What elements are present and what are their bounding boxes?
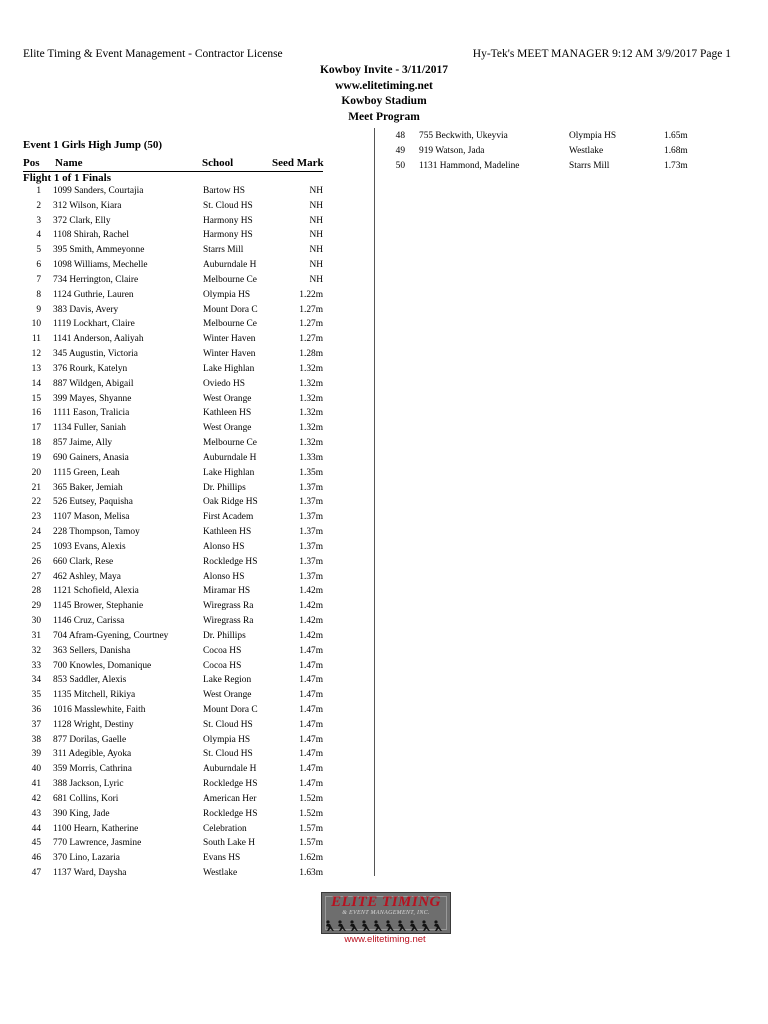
entry-school: Mount Dora C xyxy=(203,304,258,315)
entry-position: 19 xyxy=(31,452,41,463)
entry-seed-mark: 1.27m xyxy=(299,334,323,345)
entry-athlete: 1098 Williams, Mechelle xyxy=(53,260,148,271)
entry-position: 36 xyxy=(31,704,41,715)
entry-school: Wiregrass Ra xyxy=(203,616,254,627)
entry-athlete: 359 Morris, Cathrina xyxy=(53,764,132,775)
entry-seed-mark: 1.62m xyxy=(299,853,323,864)
entry-position: 47 xyxy=(31,868,41,879)
entry-seed-mark: 1.27m xyxy=(299,319,323,330)
entry-position: 49 xyxy=(395,145,405,156)
logo-title: ELITE TIMING xyxy=(331,894,441,910)
entry-school: Miramar HS xyxy=(203,586,251,597)
entry-school: West Orange xyxy=(203,690,252,701)
entry-position: 25 xyxy=(31,541,41,552)
entry-athlete: 1135 Mitchell, Rikiya xyxy=(53,690,136,701)
entry-position: 44 xyxy=(31,823,41,834)
entry-athlete: 690 Gainers, Anasia xyxy=(53,452,129,463)
entry-seed-mark: 1.32m xyxy=(299,363,323,374)
entry-position: 31 xyxy=(31,630,41,641)
entry-athlete: 877 Dorilas, Gaelle xyxy=(53,734,127,745)
entry-seed-mark: 1.28m xyxy=(299,349,323,360)
entry-school: Starrs Mill xyxy=(569,160,610,171)
entry-athlete: 399 Mayes, Shyanne xyxy=(53,393,132,404)
entry-athlete: 1099 Sanders, Courtajia xyxy=(53,186,144,196)
entry-position: 18 xyxy=(31,438,41,449)
entry-position: 22 xyxy=(31,497,41,508)
entry-school: Dr. Phillips xyxy=(203,482,246,493)
entry-athlete: 526 Eutsey, Paquisha xyxy=(53,497,133,508)
entry-position: 40 xyxy=(31,764,41,775)
entry-athlete: 383 Davis, Avery xyxy=(53,304,119,315)
entry-seed-mark: 1.63m xyxy=(299,868,323,879)
entry-seed-mark: 1.47m xyxy=(299,734,323,745)
entry-seed-mark: 1.57m xyxy=(299,838,323,849)
entry-school: Lake Highlan xyxy=(203,467,255,478)
entry-position: 23 xyxy=(31,512,41,523)
entry-athlete: 660 Clark, Rese xyxy=(53,556,114,567)
entry-athlete: 1141 Anderson, Aaliyah xyxy=(53,334,144,345)
entry-seed-mark: NH xyxy=(309,230,323,241)
entry-position: 33 xyxy=(31,660,41,671)
entry-athlete: 681 Collins, Kori xyxy=(53,793,119,804)
entry-seed-mark: 1.68m xyxy=(664,145,688,156)
header-license: Elite Timing & Event Management - Contractor License xyxy=(23,48,283,60)
entry-seed-mark: NH xyxy=(309,200,323,211)
entry-seed-mark: 1.42m xyxy=(299,601,323,612)
entry-athlete: 1115 Green, Leah xyxy=(53,467,120,478)
entry-athlete: 1131 Hammond, Madeline xyxy=(419,160,520,171)
entry-athlete: 755 Beckwith, Ukeyvia xyxy=(419,131,508,141)
entry-seed-mark: 1.42m xyxy=(299,630,323,641)
entry-school: First Academ xyxy=(203,512,254,523)
entry-seed-mark: 1.32m xyxy=(299,423,323,434)
entry-position: 15 xyxy=(31,393,41,404)
entry-position: 13 xyxy=(31,363,41,374)
entry-school: Oviedo HS xyxy=(203,378,245,389)
entry-seed-mark: 1.33m xyxy=(299,452,323,463)
entry-school: Rockledge HS xyxy=(203,779,258,790)
entry-school: Melbourne Ce xyxy=(203,319,257,330)
entry-school: Wiregrass Ra xyxy=(203,601,254,612)
entry-school: Olympia HS xyxy=(203,289,251,300)
entry-seed-mark: 1.52m xyxy=(299,808,323,819)
entry-seed-mark: 1.47m xyxy=(299,675,323,686)
entry-athlete: 1121 Schofield, Alexia xyxy=(53,586,139,597)
entry-position: 20 xyxy=(31,467,41,478)
entry-school: St. Cloud HS xyxy=(203,749,253,760)
entry-athlete: 1119 Lockhart, Claire xyxy=(53,319,135,330)
entry-school: Mount Dora C xyxy=(203,704,258,715)
entry-seed-mark: NH xyxy=(309,274,323,285)
meet-program-label: Meet Program xyxy=(348,110,420,123)
entry-seed-mark: 1.37m xyxy=(299,482,323,493)
entry-athlete: 388 Jackson, Lyric xyxy=(53,779,124,790)
entry-athlete: 1124 Guthrie, Lauren xyxy=(53,289,134,300)
meet-venue: Kowboy Stadium xyxy=(341,95,427,107)
entry-athlete: 1146 Cruz, Carissa xyxy=(53,616,125,627)
entry-school: West Orange xyxy=(203,393,252,404)
entry-athlete: 700 Knowles, Domanique xyxy=(53,660,152,671)
entry-seed-mark: NH xyxy=(309,215,323,226)
entry-position: 42 xyxy=(31,793,41,804)
entry-athlete: 704 Afram-Gyening, Courtney xyxy=(53,630,169,641)
entry-position: 16 xyxy=(31,408,41,419)
entry-athlete: 919 Watson, Jada xyxy=(419,145,485,156)
entry-position: 1 xyxy=(36,186,41,196)
entry-seed-mark: 1.32m xyxy=(299,408,323,419)
entry-position: 35 xyxy=(31,690,41,701)
entry-position: 24 xyxy=(31,527,41,538)
entry-seed-mark: 1.47m xyxy=(299,690,323,701)
entry-athlete: 857 Jaime, Ally xyxy=(53,438,113,449)
entry-athlete: 1128 Wright, Destiny xyxy=(53,719,134,730)
entry-seed-mark: 1.57m xyxy=(299,823,323,834)
entry-school: Alonso HS xyxy=(203,541,245,552)
entry-position: 43 xyxy=(31,808,41,819)
entry-athlete: 1107 Mason, Melisa xyxy=(53,512,130,523)
entry-athlete: 1016 Masslewhite, Faith xyxy=(53,704,146,715)
entry-position: 2 xyxy=(36,200,41,211)
entry-seed-mark: 1.37m xyxy=(299,556,323,567)
entry-position: 50 xyxy=(395,160,405,171)
entry-school: Dr. Phillips xyxy=(203,630,246,641)
entry-school: Bartow HS xyxy=(203,186,245,196)
entry-school: Auburndale H xyxy=(203,260,257,271)
entry-position: 46 xyxy=(31,853,41,864)
entry-school: Olympia HS xyxy=(569,131,617,141)
logo-subtitle: & EVENT MANAGEMENT, INC. xyxy=(342,910,430,916)
entry-athlete: 370 Lino, Lazaria xyxy=(53,853,120,864)
entry-athlete: 372 Clark, Elly xyxy=(53,215,111,226)
entry-position: 39 xyxy=(31,749,41,760)
entry-seed-mark: 1.42m xyxy=(299,586,323,597)
entry-school: St. Cloud HS xyxy=(203,200,253,211)
entry-school: Melbourne Ce xyxy=(203,274,257,285)
entry-school: Melbourne Ce xyxy=(203,438,257,449)
entry-athlete: 345 Augustin, Victoria xyxy=(53,349,138,360)
entry-athlete: 1108 Shirah, Rachel xyxy=(53,230,129,241)
entry-athlete: 312 Wilson, Kiara xyxy=(53,200,122,211)
entry-athlete: 462 Ashley, Maya xyxy=(53,571,121,582)
column-header-name: Name xyxy=(55,157,83,169)
entry-school: Rockledge HS xyxy=(203,808,258,819)
meet-info xyxy=(284,63,484,125)
entry-school: Lake Region xyxy=(203,675,252,686)
entry-seed-mark: 1.37m xyxy=(299,497,323,508)
entry-school: Kathleen HS xyxy=(203,527,252,538)
entry-seed-mark: 1.47m xyxy=(299,749,323,760)
entry-seed-mark: 1.47m xyxy=(299,764,323,775)
entry-position: 3 xyxy=(36,215,41,226)
entry-seed-mark: NH xyxy=(309,245,323,256)
entry-athlete: 1137 Ward, Daysha xyxy=(53,868,127,879)
entry-athlete: 365 Baker, Jemiah xyxy=(53,482,123,493)
entry-position: 10 xyxy=(31,319,41,330)
entry-school: Harmony HS xyxy=(203,230,253,241)
entry-position: 12 xyxy=(31,349,41,360)
entry-position: 41 xyxy=(31,779,41,790)
entry-seed-mark: 1.22m xyxy=(299,289,323,300)
entry-seed-mark: 1.37m xyxy=(299,512,323,523)
entry-school: Alonso HS xyxy=(203,571,245,582)
entry-position: 5 xyxy=(36,245,41,256)
entry-seed-mark: 1.73m xyxy=(664,160,688,171)
entry-athlete: 887 Wildgen, Abigail xyxy=(53,378,134,389)
entry-seed-mark: 1.37m xyxy=(299,527,323,538)
entry-position: 32 xyxy=(31,645,41,656)
entry-position: 11 xyxy=(31,334,41,345)
entry-position: 30 xyxy=(31,616,41,627)
entry-seed-mark: 1.47m xyxy=(299,645,323,656)
entry-school: Auburndale H xyxy=(203,764,257,775)
entry-seed-mark: 1.52m xyxy=(299,793,323,804)
entry-seed-mark: 1.47m xyxy=(299,719,323,730)
entry-seed-mark: 1.65m xyxy=(664,131,688,141)
entry-position: 45 xyxy=(31,838,41,849)
entry-position: 48 xyxy=(395,131,405,141)
entry-position: 37 xyxy=(31,719,41,730)
entry-position: 38 xyxy=(31,734,41,745)
elite-timing-logo xyxy=(321,892,451,934)
entry-school: Harmony HS xyxy=(203,215,253,226)
entry-athlete: 311 Adegible, Ayoka xyxy=(53,749,132,760)
column-divider xyxy=(374,128,375,876)
entry-athlete: 1145 Brower, Stephanie xyxy=(53,601,144,612)
entry-school: South Lake H xyxy=(203,838,256,849)
entry-athlete: 853 Saddler, Alexis xyxy=(53,675,127,686)
column-header-seed-mark: Seed Mark xyxy=(272,157,324,169)
entry-position: 7 xyxy=(36,274,41,285)
logo-runners-graphic xyxy=(322,919,450,933)
column-header-school: School xyxy=(202,157,234,169)
entry-athlete: 376 Rourk, Katelyn xyxy=(53,363,128,374)
entry-seed-mark: NH xyxy=(309,186,323,196)
logo-url: www.elitetiming.net xyxy=(344,934,426,945)
entry-seed-mark: 1.27m xyxy=(299,304,323,315)
header-meet-manager: Hy-Tek's MEET MANAGER 9:12 AM 3/9/2017 Page 1 xyxy=(472,48,731,60)
entry-seed-mark: 1.47m xyxy=(299,704,323,715)
entry-position: 14 xyxy=(31,378,41,389)
entry-seed-mark: 1.47m xyxy=(299,660,323,671)
entry-school: Westlake xyxy=(203,868,238,879)
meet-title: Kowboy Invite - 3/11/2017 xyxy=(319,64,449,76)
flight-label: Flight 1 of 1 Finals xyxy=(23,172,112,184)
entry-school: St. Cloud HS xyxy=(203,719,253,730)
entry-athlete: 1111 Eason, Tralicia xyxy=(53,408,130,419)
entry-school: Cocoa HS xyxy=(203,660,242,671)
entry-athlete: 770 Lawrence, Jasmine xyxy=(53,838,142,849)
entry-athlete: 734 Herrington, Claire xyxy=(53,274,139,285)
entry-position: 29 xyxy=(31,601,41,612)
entry-school: Winter Haven xyxy=(203,349,256,360)
entry-athlete: 228 Thompson, Tamoy xyxy=(53,527,140,538)
entry-school: Kathleen HS xyxy=(203,408,252,419)
entry-school: Rockledge HS xyxy=(203,556,258,567)
entry-position: 17 xyxy=(31,423,41,434)
entry-athlete: 1100 Hearn, Katherine xyxy=(53,823,139,834)
entry-school: Westlake xyxy=(569,145,604,156)
entry-position: 4 xyxy=(36,230,41,241)
entry-school: Celebration xyxy=(203,823,247,834)
entry-school: Oak Ridge HS xyxy=(203,497,258,508)
entry-seed-mark: 1.32m xyxy=(299,378,323,389)
entry-school: West Orange xyxy=(203,423,252,434)
entry-school: Lake Highlan xyxy=(203,363,255,374)
entry-position: 34 xyxy=(31,675,41,686)
entry-seed-mark: 1.37m xyxy=(299,541,323,552)
entry-athlete: 1134 Fuller, Saniah xyxy=(53,423,126,434)
entry-position: 26 xyxy=(31,556,41,567)
event-title: Event 1 Girls High Jump (50) xyxy=(23,139,163,151)
entry-position: 21 xyxy=(31,482,41,493)
entry-seed-mark: 1.37m xyxy=(299,571,323,582)
entry-school: Evans HS xyxy=(203,853,241,864)
entry-position: 6 xyxy=(36,260,41,271)
entry-seed-mark: 1.35m xyxy=(299,467,323,478)
entry-athlete: 363 Sellers, Danisha xyxy=(53,645,131,656)
entry-school: Winter Haven xyxy=(203,334,256,345)
entry-school: Auburndale H xyxy=(203,452,257,463)
entry-seed-mark: 1.42m xyxy=(299,616,323,627)
meet-website: www.elitetiming.net xyxy=(335,79,433,92)
entry-seed-mark: 1.47m xyxy=(299,779,323,790)
entry-athlete: 1093 Evans, Alexis xyxy=(53,541,126,552)
entry-seed-mark: NH xyxy=(309,260,323,271)
entry-seed-mark: 1.32m xyxy=(299,438,323,449)
entry-school: American Her xyxy=(203,793,257,804)
entry-seed-mark: 1.32m xyxy=(299,393,323,404)
entry-school: Starrs Mill xyxy=(203,245,244,256)
column-header-pos: Pos xyxy=(23,157,40,169)
entry-school: Olympia HS xyxy=(203,734,251,745)
entry-position: 27 xyxy=(31,571,41,582)
entry-position: 28 xyxy=(31,586,41,597)
entry-athlete: 390 King, Jade xyxy=(53,808,110,819)
entry-position: 9 xyxy=(36,304,41,315)
entry-position: 8 xyxy=(36,289,41,300)
entry-school: Cocoa HS xyxy=(203,645,242,656)
entry-athlete: 395 Smith, Ammeyonne xyxy=(53,245,145,256)
